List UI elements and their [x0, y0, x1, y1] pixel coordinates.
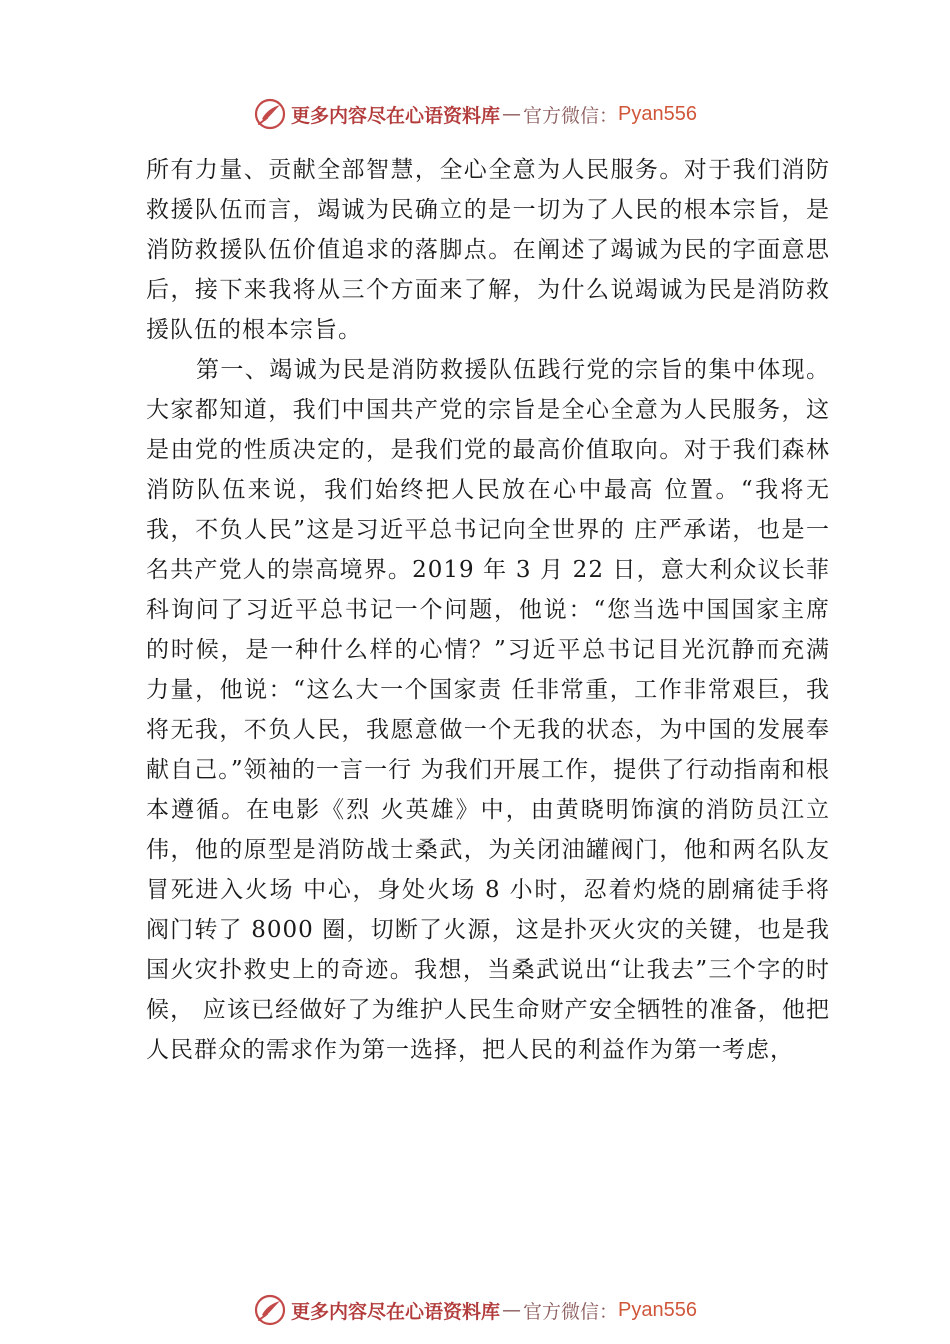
brand-logo-icon — [253, 97, 287, 131]
footer-banner — [0, 1290, 950, 1330]
banner-wechat-id: Pyan556 — [618, 1298, 697, 1321]
header-banner — [0, 94, 950, 134]
banner-site-text: 更多内容尽在心语资料库 — [291, 104, 501, 127]
banner-dash: — — [502, 1299, 522, 1321]
banner-wechat-label: 官方微信： — [523, 104, 619, 127]
banner-dash: — — [502, 103, 522, 125]
banner-wechat-id: Pyan556 — [618, 102, 697, 125]
paragraph-2: 第一、竭诚为民是消防救援队伍践行党的宗旨的集中体现。大家都知道，我们中国共产党的宗旨是全心全意为人民服务，这是由党的性质决定的，是我们党的最高价值取向。对于我们森林消防队伍来说，我们始终把人民放在心中最高 位置。“我将无我，不负人民”这是习近平总书记向全世界的 庄严承诺，也是一名共产党人的崇高境界。2019 年 3 月 22 日，意大利众议长菲科询问了习近平总书记一个问题，他说：“您当选中国国家主席的时候，是一种什么样的心情？”习近平总书记目光沉静而充满力量，他说：“这么大一个国家责 任非常重，工作非常艰巨，我将无我，不负人民，我愿意做一个无我的状态，为中国的发展奉献自己。”领袖的一言一行 为我们开展工作，提供了行动指南和根本遵循。在电影《烈 火英雄》中，由黄晓明饰演的消防员江立伟，他的原型是消防战士桑武，为关闭油罐阀门，他和两名队友冒死进入火场 中心，身处火场 8 小时，忍着灼烧的剧痛徒手将阀门转了 8000 圈，切断了火源，这是扑灭火灾的关键，也是我国火灾扑救史上的奇迹。我想，当桑武说出“让我去”三个字的时候， 应该已经做好了为维护人民生命财产安全牺牲的准备，他把 人民群众的需求作为第一选择，把人民的利益作为第一考虑， — [146, 357, 830, 1063]
document-body — [146, 150, 830, 1070]
brand-logo-icon — [253, 1293, 287, 1327]
banner-site-text: 更多内容尽在心语资料库 — [291, 1300, 501, 1323]
banner-wechat-label: 官方微信： — [523, 1300, 619, 1323]
paragraph-1: 所有力量、贡献全部智慧，全心全意为人民服务。对于我们消防救援队伍而言，竭诚为民确立的是一切为了人民的根本宗旨，是消防救援队伍价值追求的落脚点。在阐述了竭诚为民的字面意思后，接下来我将从三个方面来了解，为什么说竭诚为民是消防救援队伍的根本宗旨。 — [146, 157, 830, 343]
